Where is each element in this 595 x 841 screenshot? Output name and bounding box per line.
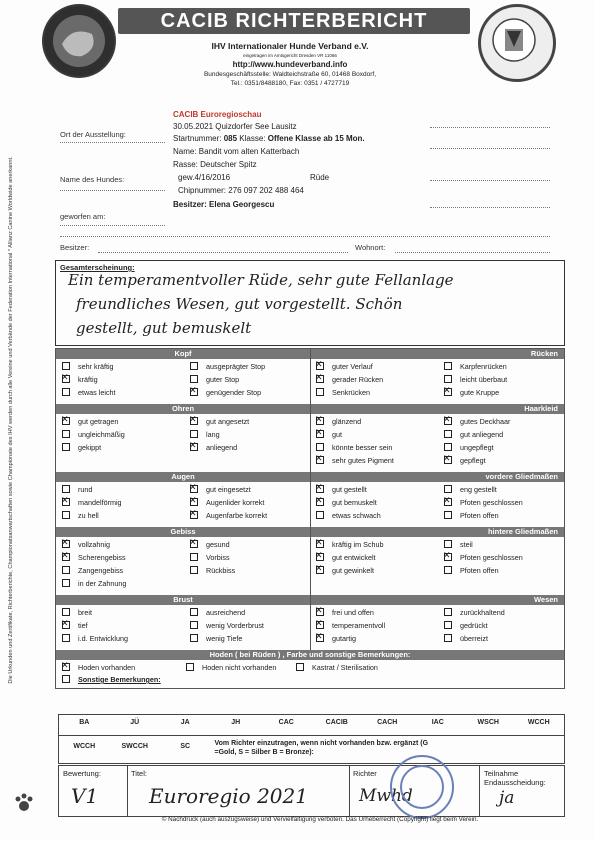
checkbox-option[interactable] [444,362,507,371]
checkbox-label: sehr gutes Pigment [332,456,394,465]
checkbox-label: gut getragen [78,417,119,426]
name-line-right [430,180,550,181]
checkbox[interactable] [62,663,70,671]
checkbox[interactable] [316,485,324,493]
checkbox-option[interactable] [62,566,123,575]
checkbox[interactable] [190,608,198,616]
checkbox-label: wenig Vorderbrust [206,621,264,630]
checkbox-label: gutes Deckhaar [460,417,511,426]
section-header: Wesen [310,595,564,605]
checkbox-option[interactable] [190,608,245,617]
name-line-right-2 [430,207,550,208]
section-header: vordere Gliedmaßen [310,472,564,482]
checkbox-label: Pfoten geschlossen [460,498,523,507]
section-header: Augen [56,472,310,482]
checkbox-label: ausreichend [206,608,246,617]
wohnort-label: Wohnort: [355,243,386,252]
title-banner [118,8,470,34]
checkbox-label: Sonstige Bemerkungen: [78,675,161,684]
award-cell[interactable]: JH [231,719,241,726]
checkbox-option[interactable] [444,511,499,520]
checkbox[interactable] [190,375,198,383]
long-line [60,236,550,237]
checkbox[interactable] [190,430,198,438]
checkbox-option[interactable] [62,375,98,384]
checkbox[interactable] [444,417,452,425]
hoden-option[interactable] [62,663,135,672]
checkbox-label: genügender Stop [206,388,262,397]
checkbox-option[interactable] [316,511,381,520]
award-table [58,714,565,764]
checkbox-option[interactable] [444,456,486,465]
name-label: Name des Hundes: [60,175,125,184]
checkbox-label: kräftig im Schub [332,540,384,549]
checkbox-option[interactable] [62,417,118,426]
geworfen-label: geworfen am: [60,212,106,221]
checkbox[interactable] [62,498,70,506]
checkbox-option[interactable] [444,443,494,452]
checkbox-option[interactable] [62,553,126,562]
bewertung-value: V1 [71,784,99,808]
checkbox[interactable] [444,621,452,629]
checkbox-option[interactable] [190,553,230,562]
ort-line [60,142,165,143]
checkbox[interactable] [62,388,70,396]
org-registration: eingetragen im Amtsgericht Dresden VR 11066 [243,53,337,58]
checkbox[interactable] [62,675,70,683]
checkbox[interactable] [444,375,452,383]
checkbox-option[interactable] [62,388,116,397]
checkbox-option[interactable] [62,498,122,507]
checkbox-option[interactable] [444,485,497,494]
checkbox-label: i.d. Entwicklung [78,634,128,643]
checkbox-label: steil [460,540,473,549]
judge-stamp-inner [400,765,444,809]
checkbox[interactable] [316,362,324,370]
ihv-logo [478,4,556,82]
checkbox[interactable] [316,511,324,519]
checkbox-label: überreizt [460,634,488,643]
checkbox[interactable] [62,485,70,493]
checkbox[interactable] [186,663,194,671]
checkbox[interactable] [62,362,70,370]
checkbox[interactable] [62,443,70,451]
checkbox-label: gepflegt [460,456,486,465]
checkbox-label: frei und offen [332,608,374,617]
checkbox-option[interactable] [62,485,92,494]
checkbox[interactable] [62,430,70,438]
name-line [60,190,165,191]
checkbox-option[interactable] [316,634,356,643]
bottom-row [58,765,565,817]
award-cell[interactable]: JÜ [130,719,140,726]
checkbox-label: Augenfarbe korrekt [206,511,268,520]
checkbox-label: Senkrücken [332,388,370,397]
checkbox[interactable] [316,375,324,383]
checkbox-option[interactable] [444,417,510,426]
checkbox[interactable] [62,566,70,574]
checkbox-option[interactable] [316,362,373,371]
checkbox-option[interactable] [190,443,237,452]
checkbox-label: in der Zahnung [78,579,127,588]
checkbox-option[interactable] [444,388,499,397]
dog-breed: Rasse: Deutscher Spitz [173,160,257,169]
checkbox[interactable] [316,553,324,561]
checkbox[interactable] [296,663,304,671]
checkbox-label: zurückhaltend [460,608,505,617]
checkbox-label: wenig Tiefe [206,634,243,643]
checkbox-option[interactable] [190,621,264,630]
gesamt-label: Gesamterscheinung: [60,263,135,272]
besitzer-line [98,252,348,253]
checkbox-label: Vorbiss [206,553,230,562]
checkbox-label: ungepflegt [460,443,494,452]
gesamt-box [55,260,565,346]
checkbox-label: temperamentvoll [332,621,386,630]
checkbox-option[interactable] [190,498,264,507]
checkbox-option[interactable] [316,553,376,562]
richter-signature: Mwhd [359,786,413,806]
org-address: Bundesgeschäftsstelle: Waldteichstraße 60, 01468 Boxdorf, [203,71,377,78]
checkbox-option[interactable] [62,608,92,617]
checkbox-option[interactable] [444,634,488,643]
checkbox-option[interactable] [316,430,342,439]
checkbox-label: Hoden vorhanden [78,663,136,672]
checkbox-option[interactable] [62,634,128,643]
section-header: Rücken [310,349,564,359]
checkbox-label: gut anliegend [460,430,504,439]
checkbox-option[interactable] [190,566,235,575]
checkbox-option[interactable] [316,456,394,465]
checkbox-label: Zangengebiss [78,566,124,575]
checkbox[interactable] [190,621,198,629]
checkbox-option[interactable] [316,540,384,549]
checkbox-label: zu hell [78,511,99,520]
checkbox-option[interactable] [190,417,249,426]
award-cell[interactable]: WCCH [527,719,550,726]
wohnort-line [395,252,550,253]
copyright-footer: © Nachdruck (auch auszugsweise) und Vervielfältigung verboten. Das Urheberrecht (Copyright) liegt beim Verein. [161,816,479,823]
checkbox-option[interactable] [316,375,383,384]
checkbox[interactable] [190,634,198,642]
award-cell[interactable]: CAC [278,719,294,726]
start-number: 085 [223,134,238,143]
checkbox-label: etwas leicht [78,388,116,397]
checkbox-label: eng gestellt [460,485,497,494]
award-divider [59,735,564,736]
checkbox-option[interactable] [62,443,101,452]
checkbox-option[interactable] [316,443,392,452]
checkbox[interactable] [444,553,452,561]
checkbox-option[interactable] [316,608,374,617]
gesamt-hand-3: gestellt, gut bemuskelt [76,319,252,337]
checkbox-option[interactable] [62,579,126,588]
award-cell[interactable]: CACIB [325,719,348,726]
titel-label: Titel: [131,769,147,778]
checkbox[interactable] [190,511,198,519]
checkbox[interactable] [190,485,198,493]
ort-label: Ort der Ausstellung: [60,130,126,139]
checkbox-option[interactable] [190,634,242,643]
checkbox-label: gut gestellt [332,485,367,494]
gesamt-hand-1: Ein temperamentvoller Rüde, sehr gute Fellanlage [68,271,454,289]
checkbox-label: kräftig [78,375,98,384]
checkbox-label: Augenlider korrekt [206,498,265,507]
show-date-place: 30.05.2021 Quizdorfer See Lausitz [173,122,297,131]
checkbox-option[interactable] [444,621,488,630]
dog-birthdate: gew.4/16/2016 [178,173,231,182]
checkbox[interactable] [190,498,198,506]
checkbox[interactable] [316,566,324,574]
side-notice-text: Die Urkunden und Zertifikate, Richterberichte, Championatsanwartschaften sowie Championate des IHV werden durch alle Vereine und Verbände der Federation International * Allianz Canine Worldwide anerkannt. [8,156,14,684]
section-header: Kopf [56,349,310,359]
checkbox-option[interactable] [316,621,385,630]
checkbox[interactable] [190,362,198,370]
checkbox-label: ausgeprägter Stop [206,362,266,371]
checkbox[interactable] [444,443,452,451]
checkbox[interactable] [444,485,452,493]
award-cell[interactable]: WCCH [73,743,96,750]
award-note: Vom Richter einzutragen, wenn nicht vorhanden bzw. ergänzt (G =Gold, S = Silber B = Bronze): [214,740,429,756]
checkbox[interactable] [190,540,198,548]
checkbox-option[interactable] [62,621,88,630]
endausscheidung-value: ja [499,788,515,808]
section-header: Haarkleid [310,404,564,414]
checkbox-option[interactable] [444,375,507,384]
checkbox-label: Hoden nicht vorhanden [202,663,277,672]
checkbox[interactable] [190,553,198,561]
checkbox-label: guter Stop [206,375,240,384]
gesamt-hand-2: freundliches Wesen, gut vorgestellt. Schön [76,295,403,313]
checkbox-option[interactable] [190,362,265,371]
checkbox[interactable] [316,388,324,396]
ort-line-right [430,127,550,128]
checkbox[interactable] [190,566,198,574]
checkbox[interactable] [62,634,70,642]
checkbox[interactable] [62,540,70,548]
checkbox-option[interactable] [316,388,370,397]
checkbox-option[interactable] [444,498,523,507]
checkbox[interactable] [316,417,324,425]
checkbox-label: könnte besser sein [332,443,393,452]
checkbox-label: Pfoten geschlossen [460,553,523,562]
divider-2 [349,766,350,816]
checkbox[interactable] [444,608,452,616]
checkbox-label: gut bemuskelt [332,498,377,507]
org-phone: Tel.: 0351/8488180, Fax: 0351 / 4727719 [230,80,350,87]
checkbox[interactable] [444,498,452,506]
checkbox[interactable] [316,540,324,548]
checkbox-label: leicht überbaut [460,375,508,384]
checkbox[interactable] [62,621,70,629]
checkbox-option[interactable] [190,540,230,549]
hoden-header: Hoden ( bei Rüden ) , Farbe und sonstige Bemerkungen: [56,650,564,660]
checkbox-option[interactable] [190,485,251,494]
checkbox[interactable] [316,443,324,451]
checkbox-label: gut entwickelt [332,553,376,562]
award-cell[interactable]: SC [180,743,191,750]
checkbox[interactable] [316,430,324,438]
checkbox[interactable] [62,553,70,561]
bewertung-label: Bewertung: [63,769,101,778]
checkbox-label: Kastrat / Sterilisation [312,663,378,672]
class-label: Klasse: [237,134,268,143]
checkbox-label: gut [332,430,342,439]
checkbox-label: gerader Rücken [332,375,384,384]
central-europe-logo [42,4,116,78]
checkbox-label: mandelförmig [78,498,122,507]
checkbox[interactable] [316,608,324,616]
checkbox-label: anliegend [206,443,238,452]
checkbox[interactable] [190,417,198,425]
titel-value: Euroregio 2021 [149,784,308,808]
owner: Besitzer: Elena Georgescu [173,200,275,209]
checkbox-label: vollzahnig [78,540,110,549]
checkbox-label: gut gewinkelt [332,566,374,575]
dog-sex: Rüde [310,173,330,182]
checkbox-label: Rückbiss [206,566,236,575]
sonstige-bemerkungen[interactable] [62,675,161,684]
checkbox-label: etwas schwach [332,511,381,520]
checkbox[interactable] [444,362,452,370]
checkbox[interactable] [444,540,452,548]
award-cell[interactable]: JA [180,719,190,726]
section-header: hintere Gliedmaßen [310,527,564,537]
section-header: Brust [56,595,310,605]
checkbox[interactable] [444,511,452,519]
org-name: IHV Internationaler Hunde Verband e.V. [211,41,369,51]
checkbox[interactable] [316,621,324,629]
start-label: Startnummer: [173,134,224,143]
checkbox-option[interactable] [190,375,239,384]
checkbox-label: ungleichmäßig [78,430,125,439]
checkbox-label: rund [78,485,93,494]
checkbox-option[interactable] [316,417,361,426]
checkbox-label: breit [78,608,92,617]
award-cell[interactable]: WSCH [477,719,499,726]
checkbox[interactable] [62,579,70,587]
show-name: CACIB Euroregioschau [173,110,262,119]
dog-name: Name: Bandit vom alten Katterbach [173,147,300,156]
checkbox-label: sehr kräftig [78,362,114,371]
checkbox-option[interactable] [316,485,367,494]
teilnahme-label: Teilnahme Endausscheidung: [484,769,546,787]
checkbox-option[interactable] [444,608,505,617]
checkbox-label: gut angesetzt [206,417,250,426]
checkbox[interactable] [444,456,452,464]
class-value: Offene Klasse ab 15 Mon. [267,134,365,143]
checkbox-label: Pfoten offen [460,511,499,520]
checkbox-label: gedrückt [460,621,488,630]
geworfen-line [60,225,165,226]
org-url[interactable]: http://www.hundeverband.info [232,60,348,69]
checkbox[interactable] [190,443,198,451]
checkbox-label: guter Verlauf [332,362,373,371]
paw-icon [14,790,34,816]
checkbox-label: Pfoten offen [460,566,499,575]
checkbox-option[interactable] [62,511,99,520]
checkbox-label: lang [206,430,220,439]
section-header: Gebiss [56,527,310,537]
checkbox-option[interactable] [62,540,110,549]
checkbox[interactable] [444,566,452,574]
checkbox[interactable] [62,375,70,383]
central-europe-logo-graphic [42,4,116,78]
checkbox-option[interactable] [62,430,125,439]
checkbox-option[interactable] [444,540,473,549]
start-class [173,134,365,143]
checkbox[interactable] [62,417,70,425]
checkbox[interactable] [190,388,198,396]
checkbox[interactable] [316,456,324,464]
section-header: Ohren [56,404,310,414]
award-cell[interactable]: SWCCH [121,743,148,750]
checkbox-option[interactable] [444,553,523,562]
checkbox[interactable] [444,388,452,396]
checkbox-option[interactable] [316,498,377,507]
assessment-grid [55,348,565,689]
besitzer-label: Besitzer: [60,243,90,252]
checkbox[interactable] [62,608,70,616]
checkbox[interactable] [62,511,70,519]
ihv-logo-graphic [481,7,547,73]
checkbox-label: gesund [206,540,230,549]
checkbox-option[interactable] [190,430,220,439]
divider-1 [127,766,128,816]
checkbox-label: gutartig [332,634,356,643]
checkbox[interactable] [444,430,452,438]
checkbox-label: gute Kruppe [460,388,500,397]
checkbox-label: gut eingesetzt [206,485,251,494]
checkbox-option[interactable] [190,511,267,520]
column-divider [310,349,311,650]
checkbox-option[interactable] [444,430,503,439]
checkbox-label: Karpfenrücken [460,362,507,371]
checkbox-label: gekippt [78,443,102,452]
checkbox-option[interactable] [190,388,261,397]
award-cell[interactable]: CACH [377,719,398,726]
checkbox[interactable] [444,634,452,642]
award-cell[interactable]: IAC [431,719,444,726]
document-title: CACIB RICHTERBERICHT [160,10,428,32]
divider-3 [479,766,480,816]
hoden-option[interactable] [186,663,276,672]
checkbox-label: Scherengebiss [78,553,126,562]
ort-line-right-2 [430,148,550,149]
checkbox-label: tief [78,621,88,630]
checkbox-label: glänzend [332,417,362,426]
checkbox-option[interactable] [444,566,499,575]
checkbox[interactable] [316,634,324,642]
dog-chip: Chipnummer: 276 097 202 488 464 [178,186,304,195]
checkbox-option[interactable] [316,566,374,575]
side-notice [4,30,18,810]
checkbox-option[interactable] [62,362,114,371]
richter-label: Richter [353,769,377,778]
checkbox[interactable] [316,498,324,506]
award-cell[interactable]: BA [79,719,90,726]
hoden-option[interactable] [296,663,378,672]
